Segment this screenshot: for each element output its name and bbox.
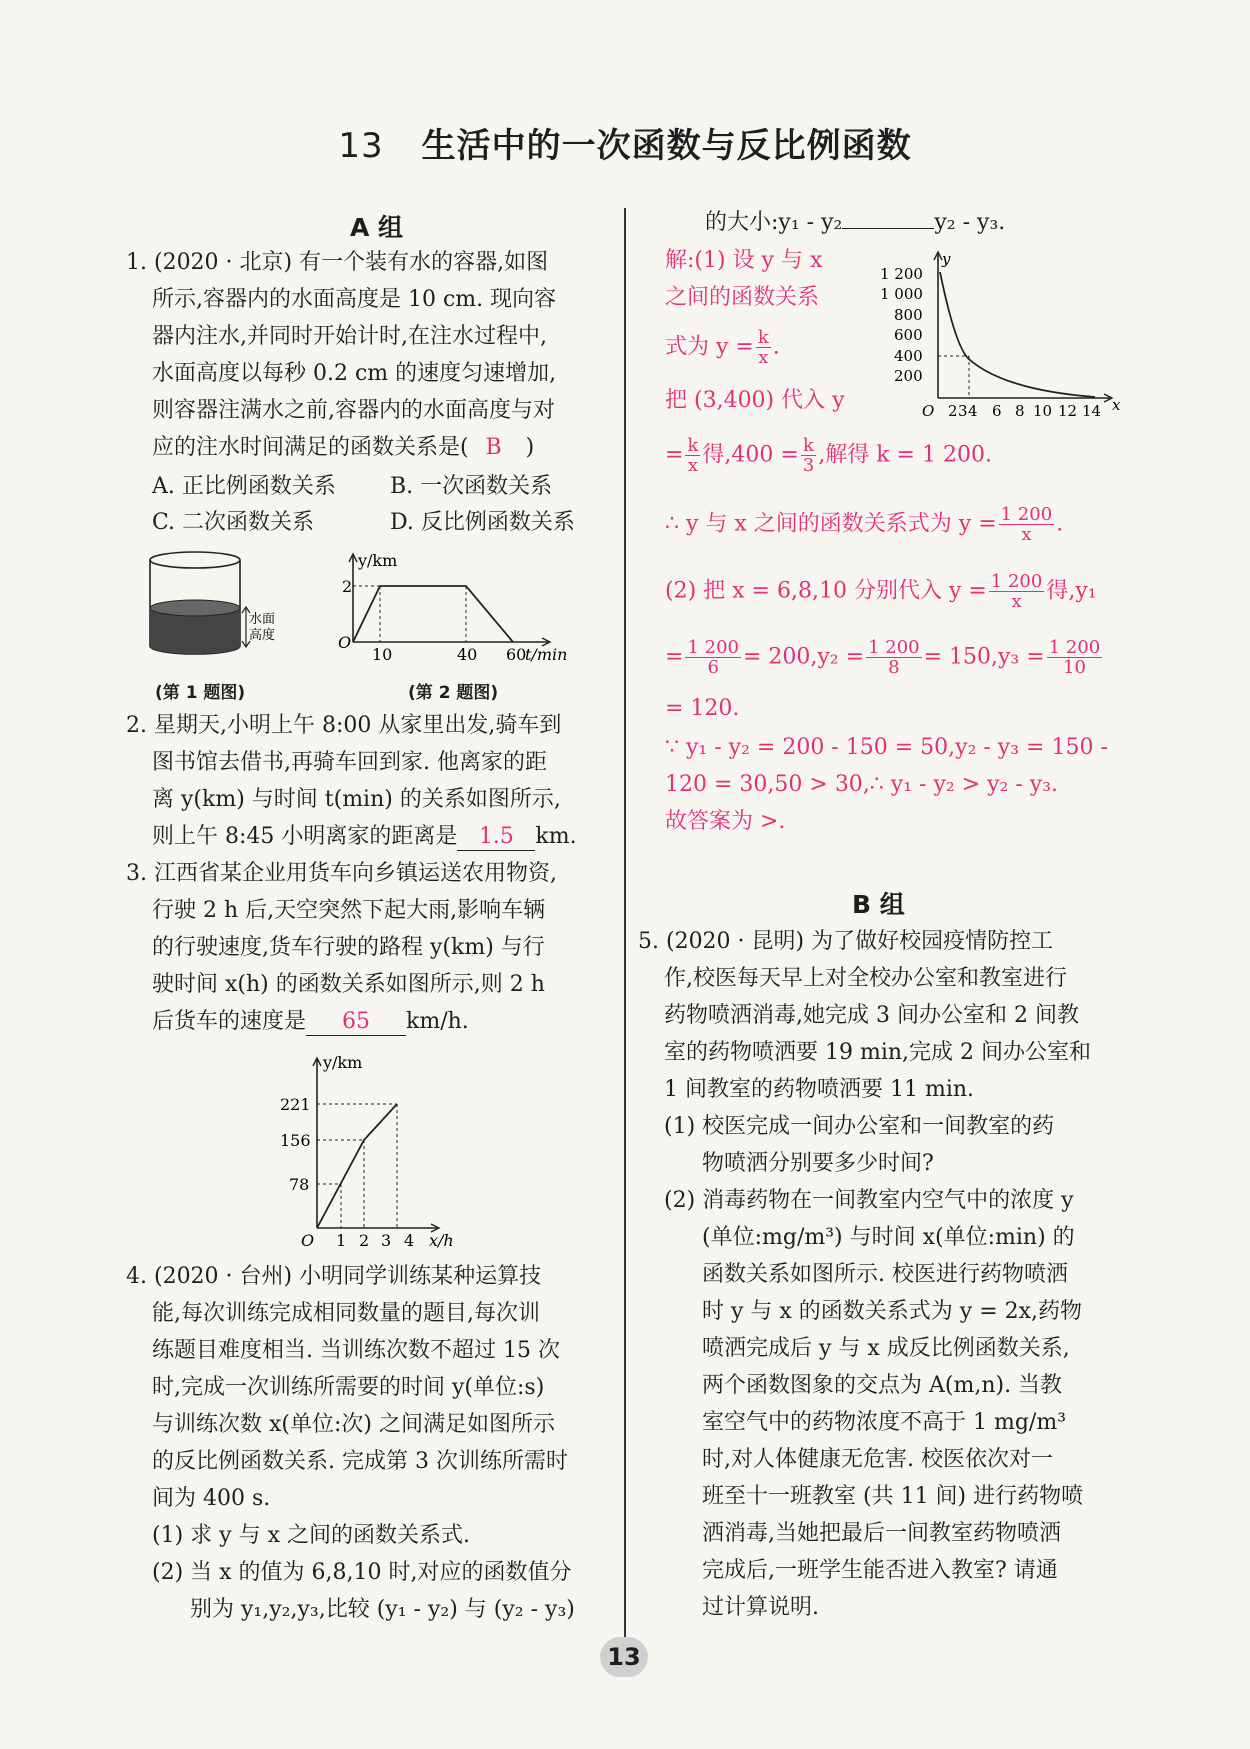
q4-graph [870, 250, 1125, 425]
q3-unit: km/h. [406, 1009, 469, 1034]
q2-y-tick-2: 2 [342, 577, 353, 596]
q2-trip-line [353, 586, 513, 642]
q3-x-tick-2: 2 [359, 1231, 370, 1248]
solution-line-12: 故答案为 >. [665, 809, 786, 834]
frac-den: 10 [1063, 657, 1086, 678]
page-number-badge: 13 [600, 1637, 648, 1677]
q2-x-label: t/min [525, 645, 568, 663]
q3-origin: O [301, 1231, 315, 1248]
solution-line-5-a: = [665, 442, 684, 468]
solution-line-11: 120 = 30,50 > 30,∴ y₁ - y₂ > y₂ - y₃. [665, 772, 1059, 797]
solution-line-2: 之间的函数关系 [665, 285, 820, 310]
q2-line-1: 2. 星期天,小明上午 8:00 从家里出发,骑车到 [126, 713, 562, 738]
q4-origin: O [922, 402, 935, 420]
q5-line-12: 喷洒完成后 y 与 x 成反比例函数关系, [702, 1336, 1070, 1361]
q5-line-15: 时,对人体健康无危害. 校医依次对一 [702, 1447, 1053, 1472]
q4-y-tick-400: 400 [894, 347, 923, 365]
q1-line-1: 1. (2020 · 北京) 有一个装有水的容器,如图 [126, 250, 549, 275]
solution-frac-1200-8 [866, 638, 922, 677]
q1-line-2: 所示,容器内的水面高度是 10 cm. 现向容 [152, 287, 557, 312]
q2-unit: km. [535, 824, 577, 849]
frac-den: 8 [888, 657, 900, 678]
q1-option-a: A. 正比例函数关系 [152, 474, 336, 499]
q4-line-1: 4. (2020 · 台州) 小明同学训练某种运算技 [126, 1264, 542, 1289]
q2-caption: (第 2 题图) [408, 683, 499, 703]
solution-frac-k-3 [801, 436, 816, 475]
q4-x-tick-6: 6 [992, 402, 1002, 420]
q4-line-10: 别为 y₁,y₂,y₃,比较 (y₁ - y₂) 与 (y₂ - y₃) [190, 1597, 575, 1622]
frac-num: k [757, 327, 769, 348]
q5-line-17: 洒消毒,当她把最后一间教室药物喷洒 [702, 1521, 1061, 1546]
frac-den: x [1011, 591, 1022, 612]
solution-line-3-text: 式为 y = [665, 334, 754, 360]
q4-y-tick-1000: 1 000 [880, 285, 923, 303]
q5-line-2: 作,校医每天早上对全校办公室和教室进行 [664, 966, 1067, 991]
solution-frac-1200-6 [685, 638, 741, 677]
q3-x-label: x/h [429, 1231, 454, 1248]
q4-y-tick-1200: 1 200 [880, 265, 923, 283]
q5-line-18: 完成后,一班学生能否进入教室? 请通 [702, 1558, 1058, 1583]
q4-x-tick-12: 12 [1058, 402, 1078, 420]
q4-x-label: x [1112, 396, 1121, 414]
solution-line-7-b: 得,y₁ [1046, 578, 1097, 604]
q3-x-tick-1: 1 [336, 1231, 347, 1248]
q4-x-tick-4: 4 [968, 402, 978, 420]
solution-line-5-b: 得,400 = [702, 442, 799, 468]
solution-frac-k-x-2 [685, 436, 700, 475]
q3-x-tick-3: 3 [381, 1231, 392, 1248]
q3-line-1: 3. 江西省某企业用货车向乡镇运送农用物资, [126, 861, 557, 886]
q5-line-8: (2) 消毒药物在一间教室内空气中的浓度 y [664, 1188, 1074, 1213]
group-a-title: A 组 [350, 213, 404, 242]
q4-cont-text: 的大小:y₁ - y₂ [705, 210, 843, 235]
q5-line-11: 时 y 与 x 的函数关系式为 y = 2x,药物 [702, 1299, 1083, 1324]
q1-answer: B [485, 435, 502, 460]
solution-line-7-a: (2) 把 x = 6,8,10 分别代入 y = [665, 578, 987, 604]
q3-x-tick-4: 4 [404, 1231, 415, 1248]
q4-y-tick-200: 200 [894, 367, 923, 385]
q4-cont-end: y₂ - y₃. [934, 210, 1006, 235]
frac-num: 1 200 [868, 637, 920, 658]
frac-num: 1 200 [687, 637, 739, 658]
q5-line-10: 函数关系如图所示. 校医进行药物喷洒 [702, 1262, 1068, 1287]
q4-compare-blank [842, 228, 934, 229]
q3-y-label: y/km [323, 1053, 363, 1072]
solution-line-1: 解:(1) 设 y 与 x [665, 248, 823, 273]
q5-line-7: 物喷洒分别要多少时间? [702, 1151, 934, 1176]
frac-num: 1 200 [1048, 637, 1101, 658]
height-label-1: 水面 [249, 612, 276, 627]
q4-line-2: 能,每次训练完成相同数量的题目,每次训 [152, 1301, 540, 1326]
solution-line-5 [665, 436, 992, 475]
q3-line-5 [152, 1005, 469, 1039]
page-title [0, 118, 1250, 167]
solution-line-8-a: = [665, 644, 684, 670]
q1-option-b: B. 一次函数关系 [390, 474, 553, 499]
solution-line-7 [665, 572, 1097, 611]
column-divider [624, 208, 626, 1653]
q3-line-3: 的行驶速度,货车行驶的路程 y(km) 与行 [152, 935, 545, 960]
q2-line-2: 图书馆去借书,再骑车回到家. 他离家的距 [152, 750, 547, 775]
solution-line-5-c: ,解得 k = 1 200. [818, 442, 992, 468]
q3-distance-line [317, 1104, 397, 1228]
q2-line-3: 离 y(km) 与时间 t(min) 的关系如图所示, [152, 787, 561, 812]
solution-line-8-c: = 150,y₃ = [923, 644, 1045, 670]
q4-x-tick-2: 2 [948, 402, 958, 420]
q5-line-3: 药物喷洒消毒,她完成 3 间办公室和 2 间教 [664, 1003, 1079, 1028]
q2-origin: O [338, 633, 352, 652]
q2-answer: 1.5 [457, 824, 535, 851]
q4-inverse-curve [940, 272, 1095, 397]
q1-container-figure [140, 548, 285, 666]
q2-line-4-text: 则上午 8:45 小明离家的距离是 [152, 824, 458, 849]
q4-y-tick-600: 600 [894, 326, 923, 344]
q4-x-tick-3: 3 [958, 402, 968, 420]
q3-y-tick-156: 156 [280, 1131, 311, 1150]
group-b-title: B 组 [852, 890, 905, 919]
q5-line-14: 室空气中的药物浓度不高于 1 mg/m³ [702, 1410, 1067, 1435]
q4-y-tick-800: 800 [894, 306, 923, 324]
q5-line-6: (1) 校医完成一间办公室和一间教室的药 [664, 1114, 1055, 1139]
frac-num: 1 200 [1000, 504, 1053, 525]
q5-line-16: 班至十一班教室 (共 11 间) 进行药物喷 [702, 1484, 1084, 1509]
q1-caption: (第 1 题图) [155, 683, 246, 703]
q1-option-d: D. 反比例函数关系 [390, 510, 575, 535]
q4-line-6: 的反比例函数关系. 完成第 3 次训练所需时 [152, 1449, 568, 1474]
section-number: 13 [338, 126, 384, 166]
q2-y-label: y/km [358, 551, 398, 570]
solution-line-10: ∵ y₁ - y₂ = 200 - 150 = 50,y₂ - y₃ = 150 - [665, 735, 1108, 760]
solution-line-8 [665, 638, 1104, 677]
q5-line-1: 5. (2020 · 昆明) 为了做好校园疫情防控工 [638, 929, 1054, 954]
q4-x-tick-14: 14 [1082, 402, 1102, 420]
q5-line-9: (单位:mg/m³) 与时间 x(单位:min) 的 [702, 1225, 1075, 1250]
container-rim [150, 552, 240, 568]
q2-line-4 [152, 820, 577, 854]
section-title: 生活中的一次函数与反比例函数 [421, 126, 912, 166]
q4-line-4: 时,完成一次训练所需要的时间 y(单位:s) [152, 1375, 545, 1400]
q5-line-5: 1 间教室的药物喷洒要 11 min. [664, 1077, 975, 1102]
frac-den: x [1021, 524, 1032, 545]
q3-line-5-text: 后货车的速度是 [152, 1009, 307, 1034]
q1-line-6 [152, 431, 534, 465]
q4-line-9: (2) 当 x 的值为 6,8,10 时,对应的函数值分 [152, 1560, 572, 1585]
q3-graph [275, 1048, 475, 1248]
q2-x-tick-10: 10 [372, 645, 393, 663]
q5-line-19: 过计算说明. [702, 1595, 819, 1620]
solution-line-6-text: ∴ y 与 x 之间的函数关系式为 y = [665, 511, 997, 537]
q5-line-4: 室的药物喷洒要 19 min,完成 2 间办公室和 [664, 1040, 1092, 1065]
q1-line-5: 则容器注满水之前,容器内的水面高度与对 [152, 398, 555, 423]
height-label-2: 高度 [249, 628, 276, 643]
q3-line-4: 驶时间 x(h) 的函数关系如图所示,则 2 h [152, 972, 545, 997]
solution-frac-k-x [756, 328, 771, 367]
solution-line-4: 把 (3,400) 代入 y [665, 388, 845, 413]
q4-line-5: 与训练次数 x(单位:次) 之间满足如图所示 [152, 1412, 555, 1437]
q3-y-tick-221: 221 [280, 1095, 311, 1114]
q1-line-4: 水面高度以每秒 0.2 cm 的速度匀速增加, [152, 361, 557, 386]
solution-line-8-b: = 200,y₂ = [742, 644, 865, 670]
q1-option-c: C. 二次函数关系 [152, 510, 315, 535]
q5-line-13: 两个函数图象的交点为 A(m,n). 当教 [702, 1373, 1063, 1398]
q2-x-tick-60: 60 [506, 645, 527, 663]
frac-den: 3 [802, 455, 815, 476]
solution-frac-1200-10 [1047, 638, 1103, 677]
q4-x-tick-10: 10 [1033, 402, 1053, 420]
frac-num: k [801, 436, 816, 456]
q2-x-tick-40: 40 [457, 645, 478, 663]
q1-paren-close: ) [518, 435, 535, 460]
frac-den: x [687, 455, 698, 476]
frac-num: k [687, 435, 699, 456]
solution-frac-1200-x-2 [989, 572, 1045, 611]
solution-frac-1200-x [999, 505, 1055, 544]
q2-graph [338, 548, 588, 663]
q4-continuation [705, 206, 1005, 240]
q3-y-tick-78: 78 [289, 1175, 310, 1194]
q1-line-3: 器内注水,并同时开始计时,在注水过程中, [152, 324, 547, 349]
q4-x-tick-8: 8 [1015, 402, 1025, 420]
q4-line-3: 练题目难度相当. 当训练次数不超过 15 次 [152, 1338, 560, 1363]
frac-den: x [758, 347, 769, 368]
q4-line-7: 间为 400 s. [152, 1486, 271, 1511]
q4-line-8: (1) 求 y 与 x 之间的函数关系式. [152, 1523, 470, 1548]
solution-line-6: ∴ y 与 x 之间的函数关系式为 y = $\frac{1 200}{x}$ . [665, 504, 1064, 545]
frac-num: 1 200 [990, 571, 1043, 592]
water-surface [150, 600, 240, 616]
solution-line-9: = 120. [665, 696, 740, 721]
q3-answer: 65 [306, 1009, 406, 1036]
q1-line-6-text: 应的注水时间满足的函数关系是( [152, 435, 469, 460]
frac-den: 6 [707, 657, 719, 678]
q4-y-label: y [942, 250, 951, 268]
solution-line-3: 式为 y = $\frac{k}{x}$ . [665, 327, 780, 368]
q3-line-2: 行驶 2 h 后,天空突然下起大雨,影响车辆 [152, 898, 546, 923]
